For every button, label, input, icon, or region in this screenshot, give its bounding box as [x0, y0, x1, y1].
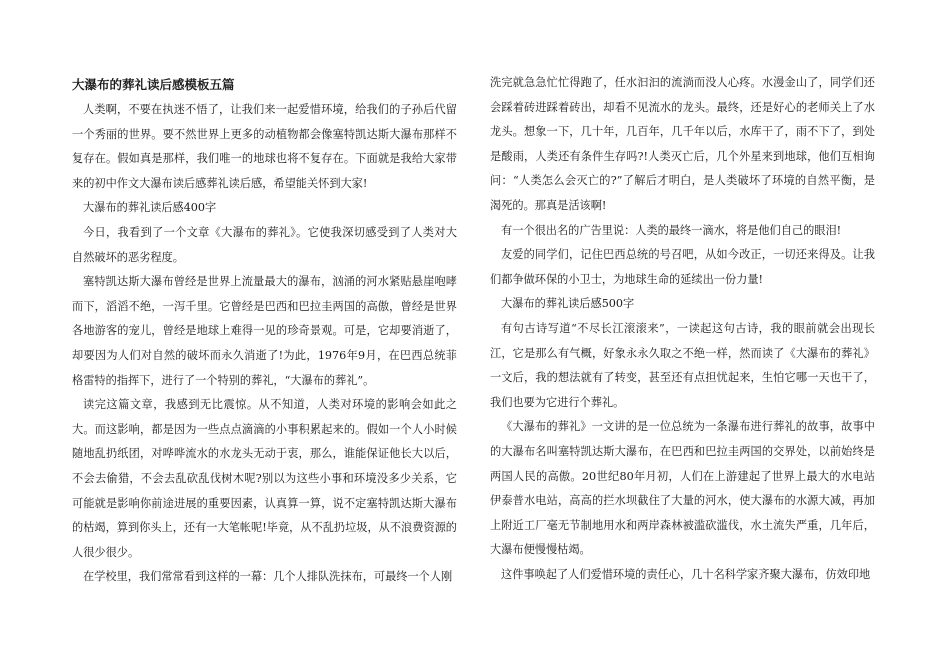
- paragraph: 人类啊，不要在执迷不悟了，让我们来一起爱惜环境，给我们的子孙后代留一个秀丽的世界。要不然世界上更多的动植物都会像塞特凯达斯大瀑布那样不复存在。假如真是那样，我们唯一的地球也将不复存在。下面就是我给大家带来的初中作文大瀑布读后感葬礼读后感，希望能关怀到大家!: [72, 103, 457, 190]
- paragraph: 有一个很出名的广告里说：人类的最终一滴水，将是他们自己的眼泪!: [501, 223, 842, 237]
- right-column-body: [490, 71, 875, 587]
- paragraph: 今日，我看到了一个文章《大瀑布的葬礼》。它使我深切感受到了人类对大自然破坏的恶劣程度。: [72, 225, 457, 264]
- paragraph: 塞特凯达斯大瀑布曾经是世界上流量最大的瀑布，汹涌的河水紧贴悬崖咆哮而下，滔滔不绝，一泻千里。它曾经是巴西和巴拉圭两国的高傲，曾经是世界各地游客的宠儿，曾经是地球上难得一见的珍奇景观。可是，它却要消逝了，却要因为人们对自然的破坏而永久消逝了!为此，1976年9月，在巴西总统菲格雷特的指挥下，进行了一个特别的葬礼，“大瀑布的葬礼”。: [72, 275, 457, 387]
- document-title: 大瀑布的葬礼读后感模板五篇: [72, 77, 235, 92]
- paragraph: 有句古诗写道“不尽长江滚滚来”，一读起这句古诗，我的眼前就会出现长江，它是那么有气概，好象永永久取之不绝一样，然而读了《大瀑布的葬礼》一文后，我的想法就有了转变，甚至还有点担忧起来，生怕它哪一天也干了，我们也要为它进行个葬礼。: [490, 321, 875, 409]
- section-heading: 大瀑布的葬礼读后感500字: [501, 297, 635, 311]
- left-column-body: [72, 98, 457, 590]
- paragraph: 《大瀑布的葬礼》一文讲的是一位总统为一条瀑布进行葬礼的故事，故事中的大瀑布名叫塞特凯达斯大瀑布，在巴西和巴拉圭两国的交界处，以前始终是两国人民的高傲。20世纪80年月初，人们在上游建起了世界上最大的水电站伊泰普水电站，高高的拦水坝截住了大量的河水，使大瀑布的水源大减，再加上附近工厂毫无节制地用水和两岸森林被滥砍滥伐，水土流失严重，几年后，大瀑布便慢慢枯竭。: [490, 420, 875, 557]
- paragraph: 友爱的同学们，记住巴西总统的号召吧，从如今改正，一切还来得及。让我们都争做环保的小卫士，为地球生命的延续出一份力量!: [490, 248, 875, 286]
- paragraph: 这件事唤起了人们爱惜环境的责任心，几十名科学家齐聚大瀑布，仿效印地: [501, 567, 871, 581]
- paragraph: 洗完就急急忙忙得跑了，任水汩汩的流淌而没人心疼。水漫金山了，同学们还会踩着砖进踩着砖出，却看不见流水的龙头。最终，还是好心的老师关上了水龙头。想象一下，几十年，几百年，几千年以后，水库干了，雨不下了，到处是酸雨，人类还有条件生存吗?!人类灭亡后，几个外星来到地球，他们互相询问：“人类怎么会灭亡的?”了解后才明白，是人类破坏了环境的自然平衡，是渴死的。那真是活该啊!: [490, 76, 875, 212]
- left-column: [72, 74, 457, 590]
- section-heading: 大瀑布的葬礼读后感400字: [83, 201, 217, 215]
- paragraph: 在学校里，我们常常看到这样的一幕：几个人排队洗抹布，可最终一个人刚: [83, 570, 453, 584]
- right-column: [490, 71, 875, 587]
- paragraph: 读完这篇文章，我感到无比震惊。从不知道，人类对环境的影响会如此之大。而这影响，都是因为一些点点滴滴的小事积累起来的。假如一个人小时候随地乱扔纸团，对哗哗流水的水龙头无动于衷，那么，谁能保证他长大以后，不会去偷猎，不会去乱砍乱伐树木呢?别以为这些小事和环境没多少关系，它可能就是影响你前途进展的重要因素，认真算一算，说不定塞特凯达斯大瀑布的枯竭，算到你头上，还有一大笔帐呢!毕竟，从不乱扔垃圾，从不浪费资源的人很少很少。: [72, 398, 457, 559]
